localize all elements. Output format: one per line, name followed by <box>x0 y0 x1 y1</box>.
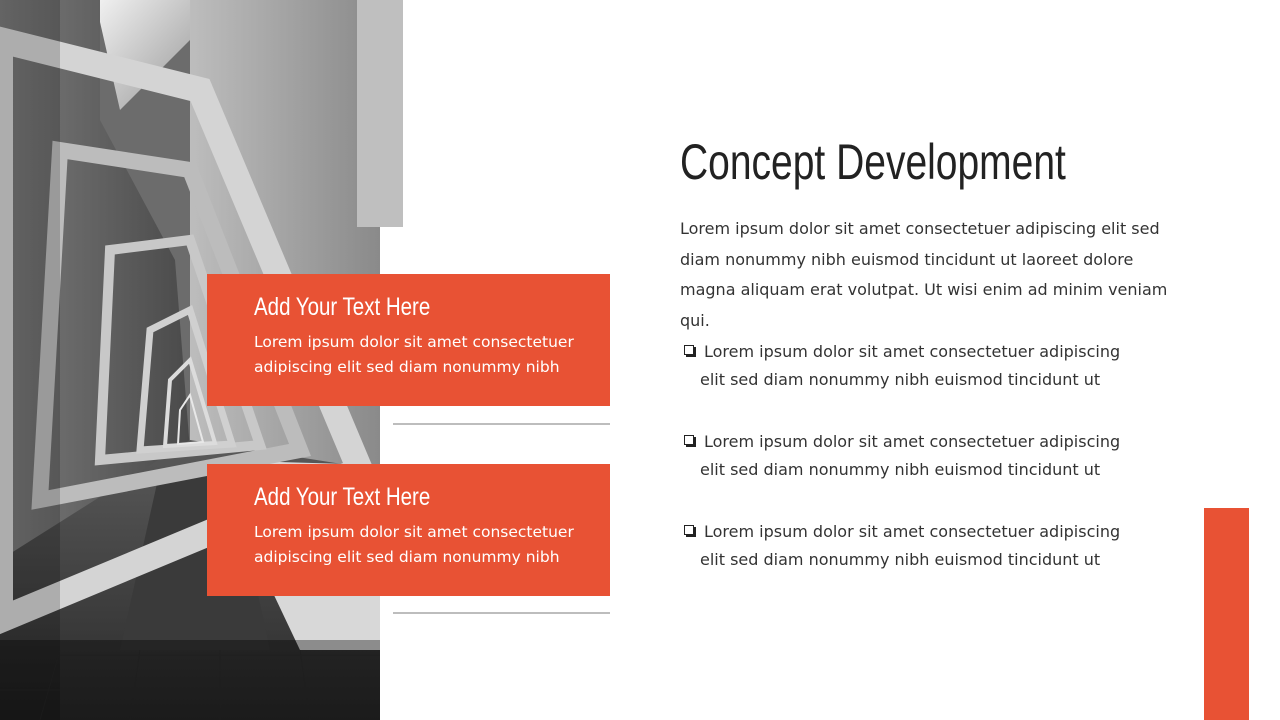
intro-paragraph: Lorem ipsum dolor sit amet consectetuer adipiscing elit sed diam nonummy nibh euismod tincidunt ut laoreet dolore magna aliquam erat volutpat. Ut wisi enim ad minim veniam qui. <box>680 219 1168 330</box>
slide-title: Concept Development <box>680 134 1066 190</box>
checkbox-icon <box>684 525 694 535</box>
list-item <box>682 428 1122 518</box>
callout-title: Add Your Text Here <box>254 483 431 511</box>
callout-box-2 <box>207 464 610 596</box>
gray-accent-bar <box>357 0 403 227</box>
bullet-text-line-1: Lorem ipsum dolor sit amet consectetuer adipiscing <box>704 432 1121 451</box>
list-item <box>682 338 1122 428</box>
callout-text: Lorem ipsum dolor sit amet consectetuer adipiscing elit sed diam nonummy nibh <box>254 523 574 566</box>
checkbox-icon <box>684 435 694 445</box>
checkbox-icon <box>684 345 694 355</box>
divider-line <box>393 612 610 614</box>
orange-accent-bar <box>1204 508 1249 720</box>
callout-title: Add Your Text Here <box>254 293 431 321</box>
bullet-text-line-2: elit sed diam nonummy nibh euismod tincidunt ut <box>700 460 1101 479</box>
bullet-text-line-2: elit sed diam nonummy nibh euismod tincidunt ut <box>700 550 1101 569</box>
bullet-list <box>682 338 1122 608</box>
callout-text: Lorem ipsum dolor sit amet consectetuer adipiscing elit sed diam nonummy nibh <box>254 333 574 376</box>
bullet-text-line-2: elit sed diam nonummy nibh euismod tincidunt ut <box>700 370 1101 389</box>
bullet-text-line-1: Lorem ipsum dolor sit amet consectetuer adipiscing <box>704 522 1121 541</box>
bullet-text-line-1: Lorem ipsum dolor sit amet consectetuer adipiscing <box>704 342 1121 361</box>
callout-box-1 <box>207 274 610 406</box>
list-item <box>682 518 1122 608</box>
divider-line <box>393 423 610 425</box>
